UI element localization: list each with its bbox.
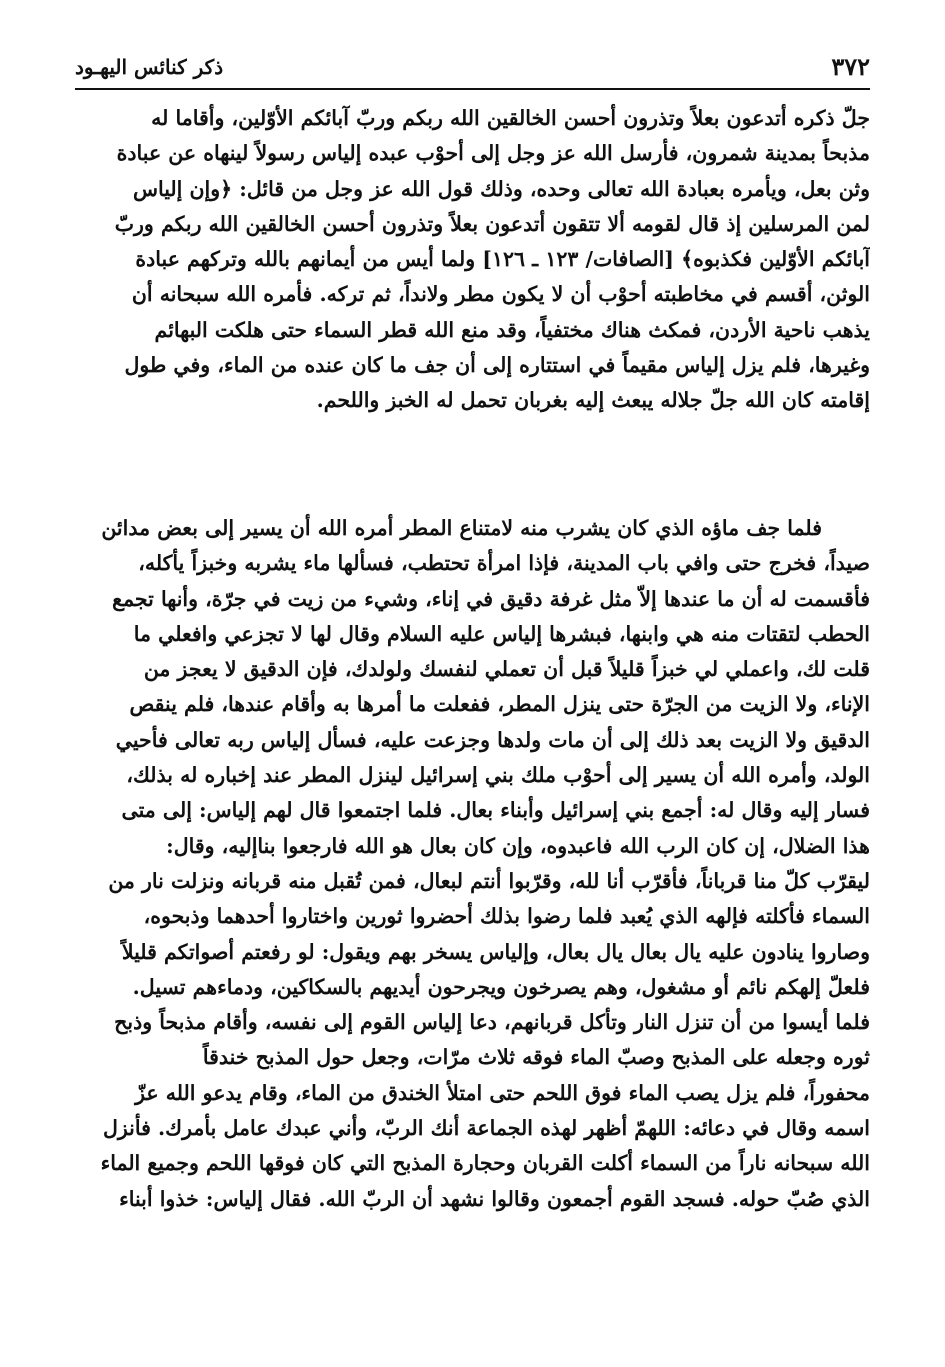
text-line: الوثن، أقسم في مخاطبته أحوْب أن لا يكون مطر ولانداً، ثم تركه. فأمره الله سبحانه أن bbox=[131, 282, 870, 307]
text-line: صيداً، فخرج حتى وافي باب المدينة، فإذا امرأة تحتطب، فسألها ماء يشربه وخبزاً يأكله، bbox=[138, 551, 870, 576]
text-line: فلعلّ إلهكم نائم أو مشغول، وهم يصرخون ويجرحون أيديهم بالسكاكين، ودماءهم تسيل. bbox=[132, 974, 870, 999]
text-line: الولد، وأمره الله أن يسير إلى أحوْب ملك بني إسرائيل لينزل المطر عند إخباره له بذلك، bbox=[126, 763, 870, 788]
text-line: مذبحاً بمدينة شمرون، فأرسل الله عز وجل إلى أحوْب عبده إلياس رسولاً لينهاه عن عبادة bbox=[116, 141, 870, 166]
text-line: يذهب ناحية الأردن، فمكث هناك مختفياً، وقد منع الله قطر السماء حتى هلكت البهائم bbox=[154, 317, 870, 342]
running-title: ذكر كنائس اليهـود bbox=[75, 55, 224, 79]
header-divider bbox=[75, 88, 870, 90]
text-line: قلت لك، واعملي لي خبزاً قليلاً قبل أن تعملي لنفسك ولولدك، فإن الدقيق لا يعجز من bbox=[143, 657, 870, 682]
paragraph-2 bbox=[75, 511, 870, 1217]
page-header bbox=[75, 50, 870, 84]
text-line: إقامته كان الله جلّ جلاله يبعث إليه بغربان تحمل له الخبز واللحم. bbox=[316, 388, 870, 413]
text-line: وصاروا ينادون عليه يال بعال يال بعال، وإلياس يسخر بهم ويقول: لو رفعتم أصواتكم قليلاً bbox=[121, 939, 870, 964]
text-line: آبائكم الأوّلين فكذبوه﴾ [الصافات/ ١٢٣ ـ ١٢٦] ولما أيس من أيمانهم بالله وتركهم عبادة bbox=[135, 247, 870, 272]
text-line: الإناء، ولا الزيت من الجرّة حتى ينزل المطر، ففعلت ما أمرها به وأقام عندها، فلم ينقص bbox=[129, 692, 870, 717]
text-line: الحطب لتقتات منه هي وابنها، فبشرها إلياس عليه السلام وقال لها لا تجزعي وافعلي ما bbox=[133, 621, 870, 646]
text-line: فلما جف ماؤه الذي كان يشرب منه لامتناع المطر أمره الله أن يسير إلى بعض مدائن bbox=[101, 516, 822, 540]
text-line: وغيرها، فلم يزل إلياس مقيماً في استتاره إلى أن جف ما كان عنده من الماء، وفي طول bbox=[124, 353, 870, 378]
text-line: ليقرّب كلّ منا قرباناً، فأقرّب أنا لله، وقرّبوا أنتم لبعال، فمن تُقبل منه قربانه ونزلت نار من bbox=[108, 868, 870, 893]
page-number: ٣٧٢ bbox=[831, 52, 870, 81]
text-line: محفوراً، فلم يزل يصب الماء فوق اللحم حتى امتلأ الخندق من الماء، وقام يدعو الله عزّ bbox=[135, 1080, 870, 1105]
text-line: الذي صُبّ حوله. فسجد القوم أجمعون وقالوا نشهد أن الربّ الله. فقال إلياس: خذوا أبناء bbox=[119, 1186, 870, 1211]
text-line: فلما أيسوا من أن تنزل النار وتأكل قربانهم، دعا إلياس القوم إلى نفسه، وأقام مذبحاً وذبح bbox=[114, 1010, 870, 1035]
text-line: ثوره وجعله على المذبح وصبّ الماء فوقه ثلاث مرّات، وجعل حول المذبح خندقاً bbox=[202, 1045, 870, 1070]
text-line: فسار إليه وقال له: أجمع بني إسرائيل وأبناء بعال. فلما اجتمعوا قال لهم إلياس: إلى متى bbox=[121, 798, 870, 823]
text-line: لمن المرسلين إذ قال لقومه ألا تتقون أتدعون بعلاً وتذرون أحسن الخالقين الله ربكم وربّ bbox=[114, 211, 870, 236]
text-line: هذا الضلال، إن كان الرب الله فاعبدوه، وإن كان بعال هو الله فارجعوا بناإليه، وقال: bbox=[166, 833, 870, 858]
text-line: فأقسمت له أن ما عندها إلاّ مثل غرفة دقيق في إناء، وشيء من زيت في جرّة، وأنها تجمع bbox=[112, 586, 870, 611]
paragraph-1 bbox=[75, 101, 870, 419]
text-line: جلّ ذكره أتدعون بعلاً وتذرون أحسن الخالقين الله ربكم وربّ آبائكم الأوّلين، وأقاما له bbox=[151, 106, 870, 130]
text-line: الله سبحانه ناراً من السماء أكلت القربان وحجارة المذبح التي كان فوقها اللحم وجميع الماء bbox=[100, 1151, 870, 1176]
text-line: اسمه وقال في دعائه: اللهمّ أظهر لهذه الجماعة أنك الربّ، وأني عبدك عامل بأمرك. فأنزل bbox=[102, 1116, 870, 1141]
text-line: وثن بعل، ويأمره بعبادة الله تعالى وحده، وذلك قول الله عز وجل من قائل: ﴿وإن إلياس bbox=[132, 176, 870, 201]
text-line: السماء فأكلته فإلهه الذي يُعبد فلما رضوا بذلك أحضروا ثورين واختاروا أحدهما وذبحوه، bbox=[143, 904, 870, 929]
text-line: الدقيق ولا الزيت بعد ذلك إلى أن مات ولدها وجزعت عليه، فسأل إلياس ربه تعالى فأحيي bbox=[115, 727, 870, 752]
